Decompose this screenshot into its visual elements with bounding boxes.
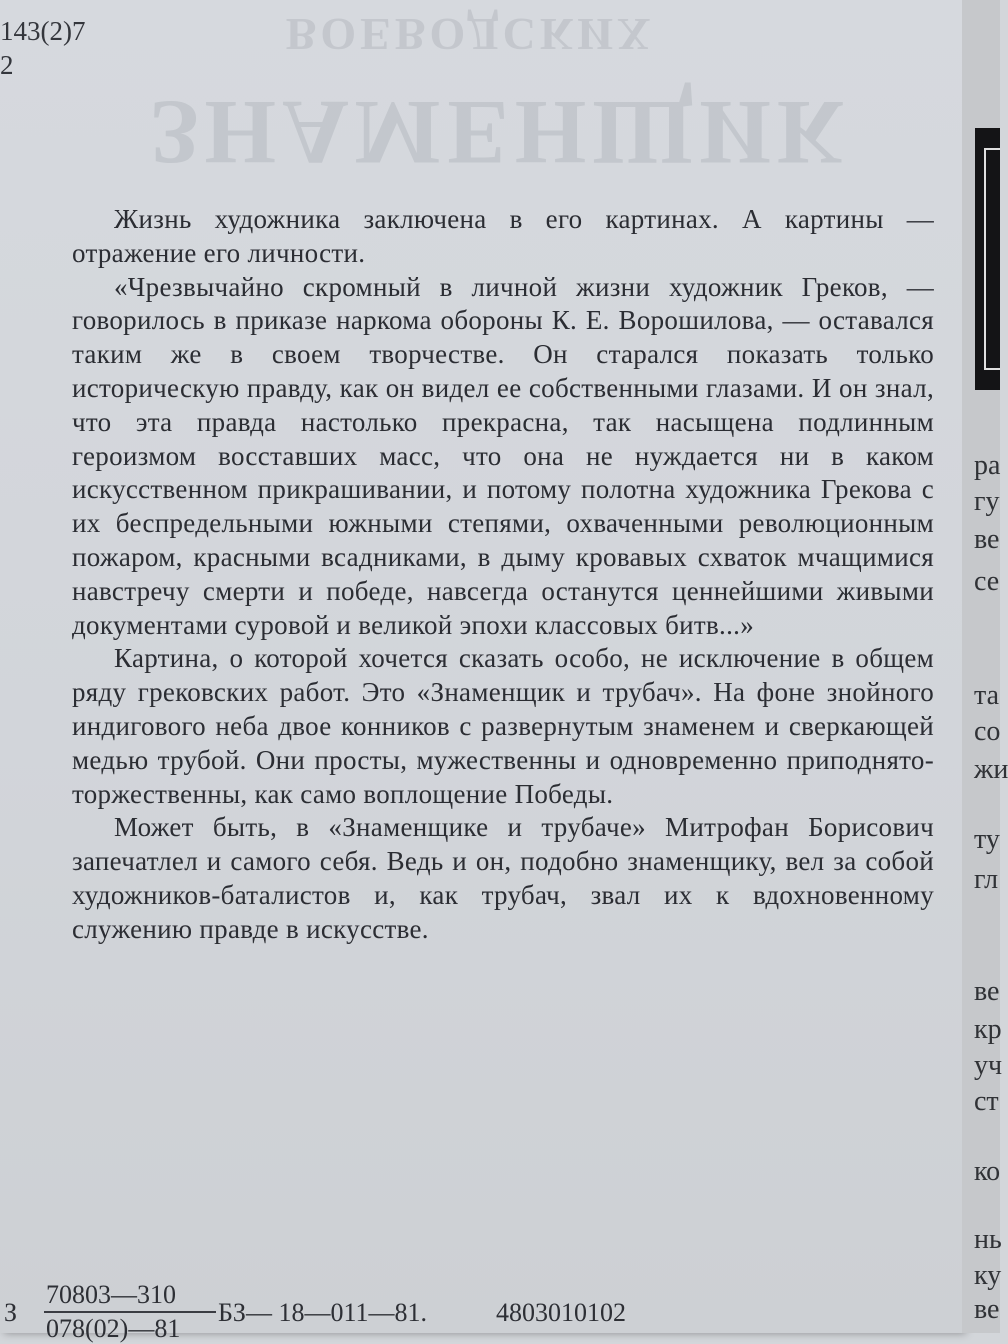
next-page-fragment: уч [974,1050,1003,1081]
paragraph-2: «Чрезвычайно скромный в личной жизни художник Греков, — говорилось в приказе наркома обороны К. Е. Ворошилова, — оставался таким же в своем творчестве. Он старался показать только историческую правду, как он видел ее собственными глазами. И он знал, что эта правда настолько прекрасна, так насыщена подлинным героизмом восставших масс, что она не нуждается ни в каком искусственном прикрашивании, и потому полотна художника Грекова с их беспредельными южными степями, охваченными революционным пожаром, красными всадниками, в дыму кровавых схваток мчащимися навстречу смерти и победе, навсегда останутся ценнейшими живыми документами суровой и великой эпохи классовых битв...» [72,271,934,640]
catalog-code [0,14,85,82]
show-through-text-1: ВОЕВОДСКИХ [285,9,655,60]
next-page-fragment: ко [974,1156,1001,1187]
next-page-fragment: та [974,680,1000,711]
imprint-letter: З [4,1298,18,1327]
next-page-fragment: ку [974,1260,1002,1291]
next-page-fragment: ве [974,976,1000,1007]
next-page-fragment: со [974,716,1001,747]
imprint-number: 4803010102 [496,1298,626,1327]
imprint-numerator: 70803—310 [46,1280,176,1309]
paragraph-4: Может быть, в «Знаменщике и трубаче» Митрофан Борисович запечатлел и самого себя. Ведь и он, подобно знаменщику, вел за собой художников-баталистов и, как трубач, звал их к вдохновенному служению правде в искусстве. [72,812,934,944]
next-page-fragment: ст [974,1086,999,1117]
imprint-line [0,1280,680,1343]
next-page-fragment: кр [974,1014,1002,1045]
paragraph-3: Картина, о которой хочется сказать особо, не исключение в общем ряду грековских работ. Это «Знаменщик и трубач». На фоне знойного индигового неба двое конников с развернутым знаменем и сверкающей медью трубой. Они просты, мужественны и одновременно приподнято-торжественны, как само воплощение Победы. [72,643,934,809]
next-page-fragment: нь [974,1224,1002,1255]
catalog-code-line2: 2 [0,50,14,80]
show-through-text-2: ЗНАМЕНЩИК [150,82,850,184]
illustration-frame [984,148,1000,370]
catalog-code-line1: 143(2)7 [0,16,86,46]
next-page-fragment: ра [974,450,1001,481]
fraction-bar [44,1311,216,1313]
imprint-denominator: 078(02)—81 [46,1314,181,1343]
next-page-fragment: ту [974,824,1000,855]
paragraph-1: Жизнь художника заключена в его картинах. А картины — отражение его личности. [72,204,934,268]
next-page-fragment: ве [974,1294,1000,1325]
next-page-fragment: се [974,566,1000,597]
next-page-fragment: ве [974,524,1000,555]
next-page-fragment: гл [974,864,999,895]
next-page-fragment: жи [974,754,1008,785]
next-page-fragment: гу [974,486,1000,517]
imprint-bz-code: БЗ— 18—011—81. [218,1298,427,1327]
body-text [72,203,934,947]
